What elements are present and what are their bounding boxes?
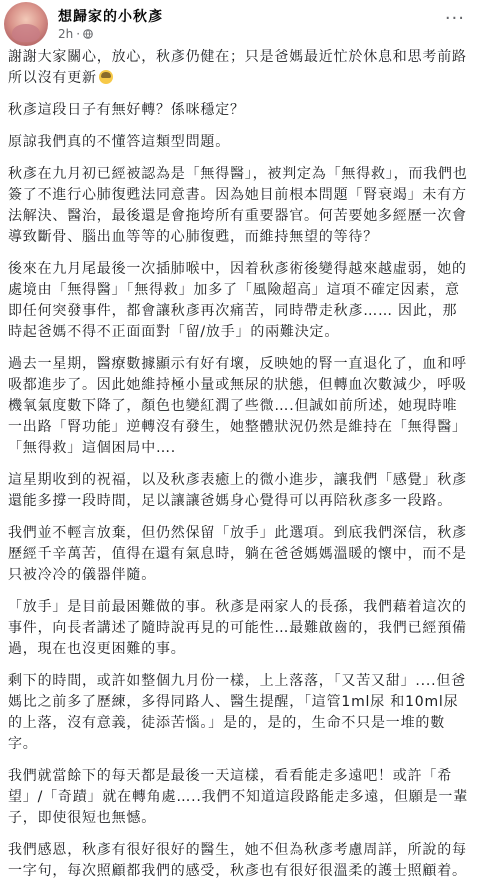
post-paragraph: 這星期收到的祝福，以及秋彥表癒上的微小進步，讓我們「感覺」秋彥還能多撐一段時間，足以讓讓爸媽身心覺得可以再陪秋彥多一段路。 <box>8 472 467 509</box>
post-paragraph: 後來在九月尾最後一次插肺喉中，因着秋彥術後變得越來越虛弱，她的處境由「無得醫」「無得救」加多了「風險超高」這項不確定因素，意即任何突發事件，都會讓秋彥再次痛苦，同時帶走秋彥…… 因此，那時起爸媽不得不正面面對「留/放手」的兩難決定。 <box>8 261 467 340</box>
post-paragraph: 「放手」是目前最困難做的事。秋彥是兩家人的長孫，我們藉着這次的事件，向長者講述了隨時說再見的可能性…最難啟齒的，我們已經預備過，現在也沒更困難的事。 <box>8 599 467 657</box>
post-paragraph: 過去一星期，醫療數據顯示有好有壞，反映她的腎一直退化了，血和呼吸都進步了。因此她維持極小量或無尿的狀態，但轉血次數減少，呼吸機氧氣度數下降了，顏色也變紅潤了些微….但誠如前所述，她現時唯一出路「腎功能」逆轉沒有發生，她整體狀況仍然是維持在「無得醫」「無得救」這個困局中…. <box>8 356 467 456</box>
post-paragraph: 剩下的時間，或許如整個九月份一樣，上上落落，「又苦又甜」....但爸媽比之前多了歷練，多得同路人、醫生提醒，「這管1ml尿 和10ml尿的上落，沒有意義，徒添苦惱。」是的，是的，生命不只是一堆的數字。 <box>8 673 466 752</box>
post-header <box>0 0 485 46</box>
post-paragraph: 我們就當餘下的每天都是最後一天這樣，看看能走多遠吧！或許「希望」/「奇蹟」就在轉角處…..我們不知道這段路能走多遠，但願是一輩子，即使很短也無憾。 <box>8 768 469 826</box>
post-paragraph: 我們感恩，秋彥有很好很好的醫生，她不但為秋彥考慮周詳，所說的每一字句，每次照顧都我們的感受，秋彥也有很好很溫柔的護士照顧着。 <box>8 842 467 879</box>
post-meta <box>58 27 93 41</box>
post-paragraph: 原諒我們真的不懂答這類型問題。 <box>8 134 230 150</box>
avatar[interactable] <box>4 2 48 46</box>
post-paragraph: 謝謝大家關心，放心，秋彥仍健在；只是爸媽最近忙於休息和思考前路所以沒有更新 <box>8 49 467 86</box>
page-name[interactable]: 想歸家的小秋彥 <box>58 9 163 25</box>
meta-dot: · <box>76 27 81 41</box>
post-body <box>8 47 470 893</box>
globe-icon <box>83 29 93 39</box>
more-options-button[interactable]: ··· <box>444 8 465 29</box>
post-paragraph: 秋彥這段日子有無好轉？係咪穩定？ <box>8 102 245 118</box>
see-no-evil-emoji-icon <box>99 70 113 84</box>
post-paragraph: 秋彥在九月初已經被認為是「無得醫」，被判定為「無得救」，而我們也簽了不進行心肺復甦法同意書。因為她目前根本問題「腎衰竭」未有方法解決、醫治，最後還是會拖垮所有重要器官。何苦要她多經歷一次會導致斷骨、腦出血等等的心肺復甦，而維持無望的等待？ <box>8 166 468 245</box>
post-time[interactable]: 2h <box>58 27 74 41</box>
post-paragraph: 我們並不輕言放棄，但仍然保留「放手」此選項。到底我們深信，秋彥歷經千辛萬苦，值得在還有氣息時，躺在爸爸媽媽溫暖的懷中，而不是只被冷冷的儀器伴隨。 <box>8 525 467 583</box>
